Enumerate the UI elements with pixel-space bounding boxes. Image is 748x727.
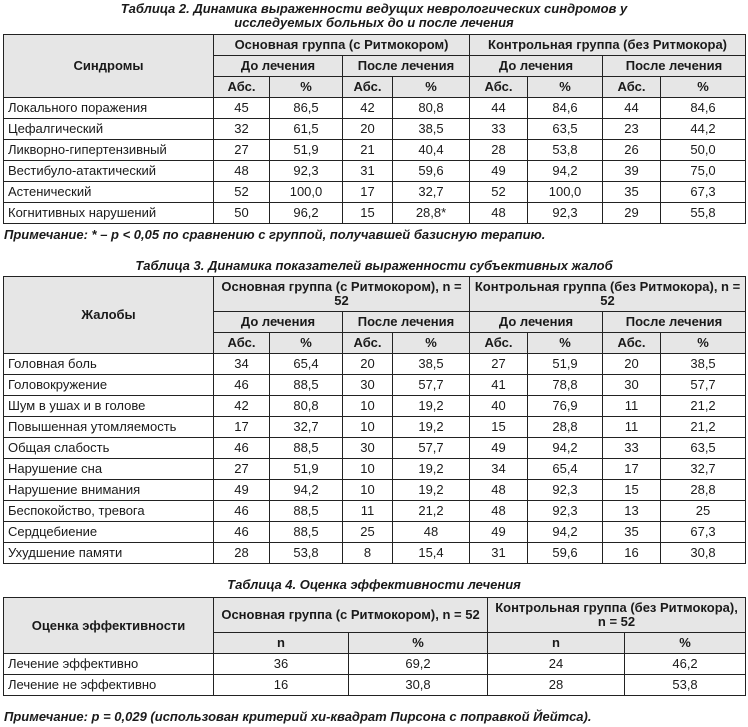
col-header-pct: % [661, 333, 746, 354]
table-cell: 59,6 [393, 161, 470, 182]
table4-title: Таблица 4. Оценка эффективности лечения [227, 577, 521, 592]
table-cell: 15,4 [393, 543, 470, 564]
col-header-syndromes: Синдромы [4, 35, 214, 98]
table-cell: 92,3 [528, 501, 603, 522]
table-row [4, 438, 746, 459]
table-row [4, 480, 746, 501]
table-cell: 84,6 [528, 98, 603, 119]
col-header-pct: % [528, 333, 603, 354]
table-cell: 69,2 [349, 654, 488, 675]
table-cell: 30 [603, 375, 661, 396]
row-label: Головная боль [4, 354, 214, 375]
row-label: Беспокойство, тревога [4, 501, 214, 522]
table-cell: 51,9 [270, 140, 343, 161]
table-cell: 84,6 [661, 98, 746, 119]
table-cell: 32 [214, 119, 270, 140]
table-cell: 21,2 [393, 501, 470, 522]
table-cell: 21,2 [661, 417, 746, 438]
table-cell: 46 [214, 501, 270, 522]
table-cell: 52 [470, 182, 528, 203]
col-header-pct: % [528, 77, 603, 98]
table-row [4, 203, 746, 224]
table-cell: 92,3 [528, 480, 603, 501]
table-cell: 59,6 [528, 543, 603, 564]
row-label: Лечение не эффективно [4, 675, 214, 696]
col-header-control-group: Контрольная группа (без Ритмокора) [470, 35, 746, 56]
col-header-n: n [488, 633, 625, 654]
table-cell: 19,2 [393, 459, 470, 480]
col-header-after: После лечения [343, 312, 470, 333]
table-cell: 16 [214, 675, 349, 696]
table-cell: 38,5 [393, 119, 470, 140]
col-header-abs: Абс. [470, 77, 528, 98]
col-header-control-group: Контрольная группа (без Ритмокора), n = 52 [470, 277, 746, 312]
table-cell: 20 [343, 354, 393, 375]
table-cell: 53,8 [528, 140, 603, 161]
table-cell: 17 [603, 459, 661, 480]
table-cell: 88,5 [270, 522, 343, 543]
table-cell: 57,7 [393, 438, 470, 459]
table-cell: 88,5 [270, 501, 343, 522]
table-cell: 48 [470, 501, 528, 522]
table-cell: 40 [470, 396, 528, 417]
table-cell: 88,5 [270, 375, 343, 396]
table-cell: 10 [343, 396, 393, 417]
table-cell: 67,3 [661, 182, 746, 203]
table-cell: 27 [214, 140, 270, 161]
col-header-after: После лечения [343, 56, 470, 77]
col-header-abs: Абс. [343, 77, 393, 98]
table-cell: 46,2 [625, 654, 746, 675]
col-header-before: До лечения [470, 56, 603, 77]
row-label: Астенический [4, 182, 214, 203]
table-cell: 24 [488, 654, 625, 675]
table-cell: 55,8 [661, 203, 746, 224]
table-cell: 8 [343, 543, 393, 564]
table-cell: 46 [214, 438, 270, 459]
table-cell: 49 [470, 522, 528, 543]
table-cell: 65,4 [528, 459, 603, 480]
table-cell: 86,5 [270, 98, 343, 119]
note-label: Примечание: [4, 227, 88, 242]
table-cell: 46 [214, 375, 270, 396]
table-cell: 10 [343, 417, 393, 438]
table-cell: 11 [343, 501, 393, 522]
table-cell: 21,2 [661, 396, 746, 417]
table-cell: 10 [343, 480, 393, 501]
table-cell: 35 [603, 522, 661, 543]
row-label: Лечение эффективно [4, 654, 214, 675]
table-cell: 50,0 [661, 140, 746, 161]
table-cell: 94,2 [270, 480, 343, 501]
table-cell: 49 [470, 161, 528, 182]
table-cell: 96,2 [270, 203, 343, 224]
col-header-main-group: Основная группа (с Ритмокором), n = 52 [214, 598, 488, 633]
table-cell: 48 [470, 480, 528, 501]
table-cell: 26 [603, 140, 661, 161]
table-cell: 33 [470, 119, 528, 140]
col-header-before: До лечения [214, 312, 343, 333]
table-cell: 28 [470, 140, 528, 161]
table-cell: 27 [470, 354, 528, 375]
table-cell: 28,8 [528, 417, 603, 438]
table4 [3, 597, 746, 696]
row-label: Цефалгический [4, 119, 214, 140]
table-cell: 51,9 [528, 354, 603, 375]
col-header-after: После лечения [603, 312, 746, 333]
col-header-after: После лечения [603, 56, 746, 77]
table-cell: 35 [603, 182, 661, 203]
col-header-pct: % [270, 77, 343, 98]
table-cell: 75,0 [661, 161, 746, 182]
col-header-abs: Абс. [603, 333, 661, 354]
col-header-control-group: Контрольная группа (без Ритмокора), n = 52 [488, 598, 746, 633]
table-cell: 34 [214, 354, 270, 375]
row-label: Вестибуло-атактический [4, 161, 214, 182]
table-cell: 25 [661, 501, 746, 522]
table-cell: 41 [470, 375, 528, 396]
table-cell: 100,0 [528, 182, 603, 203]
col-header-complaints: Жалобы [4, 277, 214, 354]
table-cell: 88,5 [270, 438, 343, 459]
table-cell: 48 [393, 522, 470, 543]
table-cell: 65,4 [270, 354, 343, 375]
col-header-main-group: Основная группа (с Ритмокором), n = 52 [214, 277, 470, 312]
row-label: Ухудшение памяти [4, 543, 214, 564]
table-cell: 44,2 [661, 119, 746, 140]
table-cell: 32,7 [270, 417, 343, 438]
col-header-main-group: Основная группа (с Ритмокором) [214, 35, 470, 56]
table-cell: 100,0 [270, 182, 343, 203]
table-cell: 44 [470, 98, 528, 119]
col-header-n: n [214, 633, 349, 654]
table-cell: 28 [214, 543, 270, 564]
table-cell: 42 [214, 396, 270, 417]
table-cell: 80,8 [393, 98, 470, 119]
table3-title: Таблица 3. Динамика показателей выраженности субъективных жалоб [135, 258, 613, 273]
table-cell: 67,3 [661, 522, 746, 543]
table-cell: 33 [603, 438, 661, 459]
table-cell: 63,5 [661, 438, 746, 459]
table-cell: 28,8* [393, 203, 470, 224]
table-cell: 42 [343, 98, 393, 119]
table-cell: 61,5 [270, 119, 343, 140]
table-cell: 20 [603, 354, 661, 375]
table-cell: 17 [343, 182, 393, 203]
row-label: Общая слабость [4, 438, 214, 459]
table-cell: 57,7 [661, 375, 746, 396]
table-cell: 78,8 [528, 375, 603, 396]
note-text: р = 0,029 (использован критерий хи-квадрат Пирсона с поправкой Йейтса). [87, 709, 592, 724]
table-cell: 27 [214, 459, 270, 480]
col-header-before: До лечения [214, 56, 343, 77]
table-cell: 15 [470, 417, 528, 438]
row-label: Локального поражения [4, 98, 214, 119]
table-row [4, 161, 746, 182]
table-cell: 23 [603, 119, 661, 140]
table-cell: 32,7 [393, 182, 470, 203]
table-cell: 29 [603, 203, 661, 224]
row-label: Ликворно-гипертензивный [4, 140, 214, 161]
table-cell: 19,2 [393, 417, 470, 438]
table-cell: 32,7 [661, 459, 746, 480]
table-row [4, 654, 746, 675]
table-row [4, 182, 746, 203]
col-header-pct: % [349, 633, 488, 654]
col-header-pct: % [270, 333, 343, 354]
table2-title: Таблица 2. Динамика выраженности ведущих неврологических синдромов у исследуемых больных до и после лечения [120, 1, 628, 30]
table-cell: 92,3 [270, 161, 343, 182]
row-label: Повышенная утомляемость [4, 417, 214, 438]
table-cell: 13 [603, 501, 661, 522]
table-cell: 30,8 [661, 543, 746, 564]
table-cell: 92,3 [528, 203, 603, 224]
table-row [4, 396, 746, 417]
table3 [3, 276, 746, 564]
table-cell: 48 [470, 203, 528, 224]
table-cell: 30 [343, 375, 393, 396]
table-cell: 51,9 [270, 459, 343, 480]
table-cell: 16 [603, 543, 661, 564]
row-label: Нарушение сна [4, 459, 214, 480]
col-header-abs: Абс. [214, 77, 270, 98]
table-cell: 30,8 [349, 675, 488, 696]
table-cell: 39 [603, 161, 661, 182]
table-cell: 11 [603, 417, 661, 438]
col-header-abs: Абс. [343, 333, 393, 354]
table-cell: 46 [214, 522, 270, 543]
table-cell: 34 [470, 459, 528, 480]
col-header-before: До лечения [470, 312, 603, 333]
table-cell: 36 [214, 654, 349, 675]
table-cell: 49 [214, 480, 270, 501]
table-row [4, 140, 746, 161]
table-cell: 44 [603, 98, 661, 119]
row-label: Сердцебиение [4, 522, 214, 543]
table-cell: 63,5 [528, 119, 603, 140]
table-cell: 57,7 [393, 375, 470, 396]
col-header-pct: % [393, 77, 470, 98]
table-cell: 15 [603, 480, 661, 501]
table-row [4, 119, 746, 140]
table4-note [4, 709, 591, 724]
table-cell: 25 [343, 522, 393, 543]
col-header-evaluation: Оценка эффективности [4, 598, 214, 654]
table-cell: 28 [488, 675, 625, 696]
table-cell: 17 [214, 417, 270, 438]
table-cell: 48 [214, 161, 270, 182]
table-row [4, 98, 746, 119]
table-cell: 19,2 [393, 480, 470, 501]
table-row [4, 354, 746, 375]
table-cell: 28,8 [661, 480, 746, 501]
table-cell: 94,2 [528, 438, 603, 459]
table-cell: 21 [343, 140, 393, 161]
table-row [4, 522, 746, 543]
table-cell: 53,8 [625, 675, 746, 696]
table2 [3, 34, 746, 224]
table-cell: 49 [470, 438, 528, 459]
table-cell: 31 [470, 543, 528, 564]
table-cell: 76,9 [528, 396, 603, 417]
table-cell: 15 [343, 203, 393, 224]
row-label: Когнитивных нарушений [4, 203, 214, 224]
table-cell: 45 [214, 98, 270, 119]
table-row [4, 459, 746, 480]
table-cell: 30 [343, 438, 393, 459]
col-header-pct: % [393, 333, 470, 354]
table2-note [4, 227, 545, 242]
note-text: * – р < 0,05 по сравнению с группой, получавшей базисную терапию. [87, 227, 546, 242]
table-cell: 52 [214, 182, 270, 203]
table-row [4, 675, 746, 696]
table-cell: 40,4 [393, 140, 470, 161]
table-row [4, 417, 746, 438]
col-header-abs: Абс. [603, 77, 661, 98]
table-cell: 94,2 [528, 522, 603, 543]
table-cell: 50 [214, 203, 270, 224]
table-cell: 11 [603, 396, 661, 417]
table-cell: 20 [343, 119, 393, 140]
table-row [4, 375, 746, 396]
col-header-abs: Абс. [470, 333, 528, 354]
row-label: Шум в ушах и в голове [4, 396, 214, 417]
note-label: Примечание: [4, 709, 88, 724]
table-row [4, 543, 746, 564]
table-row [4, 501, 746, 522]
col-header-pct: % [661, 77, 746, 98]
row-label: Головокружение [4, 375, 214, 396]
table-cell: 19,2 [393, 396, 470, 417]
col-header-pct: % [625, 633, 746, 654]
table-cell: 53,8 [270, 543, 343, 564]
table-cell: 38,5 [393, 354, 470, 375]
table-cell: 80,8 [270, 396, 343, 417]
table-cell: 31 [343, 161, 393, 182]
row-label: Нарушение внимания [4, 480, 214, 501]
table-cell: 10 [343, 459, 393, 480]
col-header-abs: Абс. [214, 333, 270, 354]
table-cell: 38,5 [661, 354, 746, 375]
table-cell: 94,2 [528, 161, 603, 182]
